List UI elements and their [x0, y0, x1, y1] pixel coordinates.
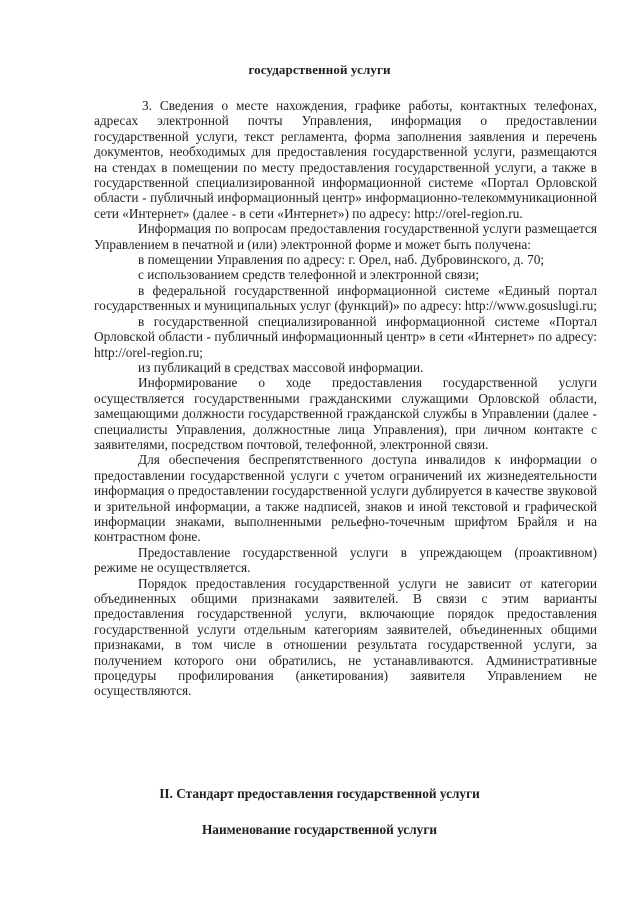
paragraph-disability-access: Для обеспечения беспрепятственного доступа инвалидов к информации о предоставлении государственной услуги с учетом ограничений их жизнедеятельности информация о предоставлении государственной услуги дублируется в качестве звуковой и зрительной информации, а также надписей, знаков и иной текстовой и графической информации знаками, выполненными рельефно-точечным шрифтом Брайля и на контрастном фоне. — [94, 452, 597, 545]
continued-heading: государственной услуги — [248, 62, 391, 77]
paragraph-proactive-mode: Предоставление государственной услуги в упреждающем (проактивном) режиме не осуществляется. — [94, 544, 597, 576]
paragraph-mass-media: из публикаций в средствах массовой информации. — [138, 359, 424, 375]
body-text — [94, 98, 597, 699]
paragraph-phone-email: с использованием средств телефонной и электронной связи; — [138, 267, 480, 283]
paragraph-informing-progress: Информирование о ходе предоставления государственной услуги осуществляется государственными гражданскими служащими Орловской области, замещающими должности государственной гражданской службы в Управлении (далее - специалисты Управления, должностные лица Управления), при личном контакте с заявителями, посредством почтовой, телефонной, электронной связи. — [94, 375, 597, 452]
section-title: II. Стандарт предоставления государственной услуги — [159, 786, 480, 801]
paragraph-info-placement: 3. Сведения о месте нахождения, графике работы, контактных телефонах, адресах электронной почты Управления, информация о предоставлении государственной услуги, текст регламента, форма заполнения заявления и перечень документов, необходимых для предоставления государственной услуги, размещаются на стендах в помещении по месту предоставления государственной услуги, а также в государственной специализированной информационной системе «Портал Орловской области - публичный информационный центр» информационно-телекоммуникационной сети «Интернет» (далее - в сети «Интернет») по адресу: http://orel-region.ru. — [94, 98, 597, 221]
paragraph-regional-portal: в государственной специализированной информационной системе «Портал Орловской области - публичный информационный центр» в сети «Интернет» по адресу: http://orel-region.ru; — [94, 313, 597, 360]
subsection-title: Наименование государственной услуги — [201, 822, 438, 837]
paragraph-office-address: в помещении Управления по адресу: г. Орел, наб. Дубровинского, д. 70; — [138, 252, 545, 268]
paragraph-gosuslugi-portal: в федеральной государственной информационной системе «Единый портал государственных и муниципальных услуг (функций)» по адресу: http://www.gosuslugi.ru; — [94, 282, 597, 314]
paragraph-applicant-categories: Порядок предоставления государственной услуги не зависит от категории объединенных общими признаками заявителей. В связи с этим варианты предоставления государственной услуги, включающие порядок предоставления государственной услуги отдельным категориям заявителей, объединенных общими признаками, в том числе в отношении результата государственной услуги, за получением которого они обратились, не устанавливаются. Административные процедуры профилирования (анкетирования) заявителя Управлением не осуществляются. — [94, 575, 597, 699]
paragraph-info-channels: Информация по вопросам предоставления государственной услуги размещается Управлением в печатной и (или) электронной форме и может быть получена: — [94, 221, 597, 252]
